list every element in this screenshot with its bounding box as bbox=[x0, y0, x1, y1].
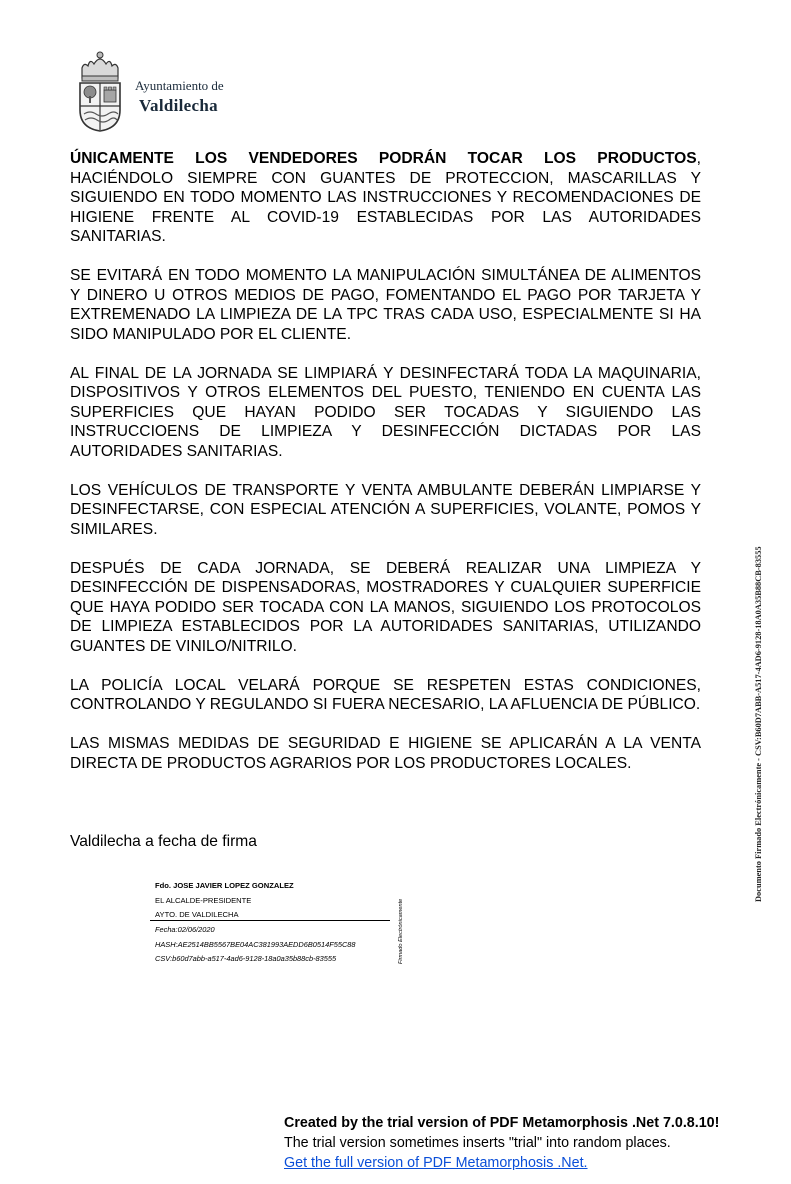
signer-role: EL ALCALDE-PRESIDENTE bbox=[155, 896, 252, 905]
letterhead bbox=[76, 48, 246, 136]
side-verification-code: Documento Firmado Electrónicamente - CSV:B60D7ABB-A517-4AD6-9128-18A0A35B88CB-83555 bbox=[754, 546, 763, 902]
signature-vertical-label: Firmado Electrónicamente bbox=[398, 898, 404, 964]
full-version-link[interactable]: Get the full version of PDF Metamorphosis .Net. bbox=[284, 1155, 588, 1171]
trial-notice-title: Created by the trial version of PDF Metamorphosis .Net 7.0.8.10! bbox=[284, 1115, 720, 1131]
signer-org: AYTO. DE VALDILECHA bbox=[155, 910, 239, 919]
coat-of-arms-icon bbox=[76, 48, 124, 132]
org-name: Valdilecha bbox=[139, 96, 218, 115]
paragraph-1-text: , HACIÉNDOLO SIEMPRE CON GUANTES DE PROTECCION, MASCARILLAS Y SIGUIENDO EN TODO MOMENTO LAS INSTRUCCIONES Y RECOMENDACIONES DE HIGIENE FRENTE AL COVID-19 ESTABLECIDAS POR LAS AUTORIDADES SANITARIAS. bbox=[70, 150, 701, 245]
signature-divider bbox=[150, 920, 390, 921]
paragraph-7: LAS MISMAS MEDIDAS DE SEGURIDAD E HIGIENE SE APLICARÁN A LA VENTA DIRECTA DE PRODUCTOS AGRARIOS POR LOS PRODUCTORES LOCALES. bbox=[70, 735, 701, 772]
trial-notice bbox=[284, 1113, 719, 1173]
paragraph-1-emphasis: ÚNICAMENTE LOS VENDEDORES PODRÁN TOCAR LOS PRODUCTOS bbox=[70, 150, 697, 167]
signature-hash: HASH:AE2514BB5567BE04AC381993AEDD6B0514F55C88 bbox=[155, 940, 356, 949]
paragraph-4: LOS VEHÍCULOS DE TRANSPORTE Y VENTA AMBULANTE DEBERÁN LIMPIARSE Y DESINFECTARSE, CON ESPECIAL ATENCIÓN A SUPERFICIES, VOLANTE, POMOS Y SIMILARES. bbox=[70, 481, 701, 538]
signature-csv: CSV:b60d7abb-a517-4ad6-9128-18a0a35b88cb-83555 bbox=[155, 954, 337, 963]
paragraph-5: DESPUÉS DE CADA JORNADA, SE DEBERÁ REALIZAR UNA LIMPIEZA Y DESINFECCIÓN DE DISPENSADORAS, MOSTRADORES Y CUALQUIER SUPERFICIE QUE HAYA PODIDO SER TOCADA CON LA MANOS, SIGUIENDO LOS PROTOCOLOS DE LIMPIEZA ESTABLECIDOS POR LA AUTORIDADES SANITARIAS, UTILIZANDO GUANTES DE VINILO/NITRILO. bbox=[70, 559, 701, 655]
dateline: Valdilecha a fecha de firma bbox=[70, 833, 257, 850]
paragraph-6: LA POLICÍA LOCAL VELARÁ PORQUE SE RESPETEN ESTAS CONDICIONES, CONTROLANDO Y REGULANDO SI FUERA NECESARIO, LA AFLUENCIA DE PÚBLICO. bbox=[70, 676, 701, 713]
paragraph-1 bbox=[70, 149, 701, 247]
org-name-prefix: Ayuntamiento de bbox=[135, 78, 224, 93]
paragraph-2: SE EVITARÁ EN TODO MOMENTO LA MANIPULACIÓN SIMULTÁNEA DE ALIMENTOS Y DINERO U OTROS MEDIOS DE PAGO, FOMENTANDO EL PAGO POR TARJETA Y EXTREMENADO LA LIMPIEZA DE LA TPC TRAS CADA USO, ESPECIALMENTE SI HA SIDO MANIPULADO POR EL CLIENTE. bbox=[70, 267, 701, 343]
signature-block bbox=[150, 878, 410, 968]
signature-date: Fecha:02/06/2020 bbox=[155, 925, 215, 934]
paragraph-3: AL FINAL DE LA JORNADA SE LIMPIARÁ Y DESINFECTARÁ TODA LA MAQUINARIA, DISPOSITIVOS Y OTROS ELEMENTOS DEL PUESTO, TENIENDO EN CUENTA LAS SUPERFICIES QUE HAYAN PODIDO SER TOCADAS Y SIGUIENDO LAS INSTRUCCIOENS DE LIMPIEZA Y DESINFECCIÓN DICTADAS POR LAS AUTORIDADES SANITARIAS. bbox=[70, 364, 701, 460]
document-body bbox=[70, 149, 701, 793]
trial-notice-text: The trial version sometimes inserts "trial" into random places. bbox=[284, 1135, 671, 1151]
signer-name: Fdo. JOSE JAVIER LOPEZ GONZALEZ bbox=[155, 881, 294, 890]
